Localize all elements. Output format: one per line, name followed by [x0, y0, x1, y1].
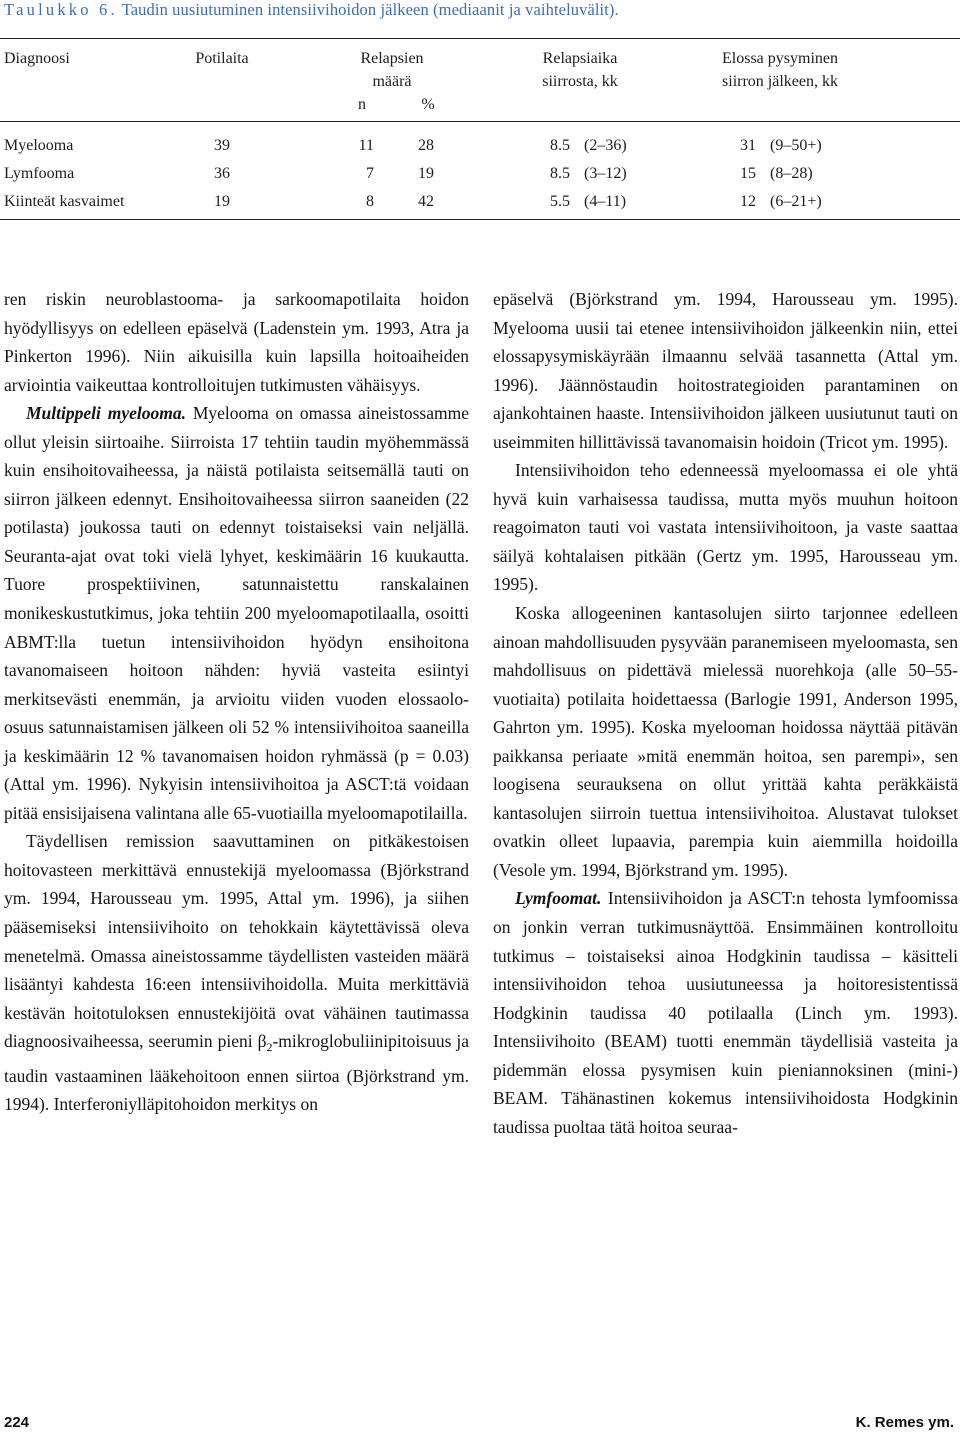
table-caption-label: Taulukko 6. [4, 0, 118, 19]
table-caption-text: Taudin uusiutuminen intensiivihoidon jälkeen (mediaanit ja vaihteluvälit). [121, 0, 619, 19]
paragraph: epäselvä (Björkstrand ym. 1994, Harousseau ym. 1995). Myelooma uusii tai etenee intensiivihoidon jälkeenkin niin, ettei elossapysymiskäyrään ilmaannu selvää tasannetta (Attal ym. 1996). Jäännöstaudin hoitostrategioiden parantaminen on ajankohtainen haaste. Intensiivihoidon jälkeen uusiutunut tauti on useimmiten hillittävissä tavanomaisin hoidoin (Tricot ym. 1995). [493, 289, 958, 452]
cell-survival-range: (9–50+) [770, 137, 822, 154]
cell-patients: 19 [214, 193, 230, 210]
left-text-column [4, 285, 469, 1119]
cell-pct: 42 [418, 193, 434, 210]
section-heading-lymphoma: Lymfoomat. [515, 888, 602, 909]
header-pct: % [421, 96, 435, 113]
table-caption [4, 0, 954, 20]
cell-n: 8 [366, 193, 374, 210]
cell-diagnosis: Lymfooma [4, 165, 75, 182]
header-relapse-time-line2: siirrosta, kk [542, 73, 618, 90]
table-top-rule [0, 38, 960, 39]
cell-pct: 19 [418, 165, 434, 182]
cell-relapse-time: 5.5 [550, 193, 570, 210]
cell-survival: 15 [740, 165, 756, 182]
header-relapses-line1: Relapsien [360, 50, 424, 67]
cell-patients: 36 [214, 165, 230, 182]
cell-relapse-range: (2–36) [584, 137, 627, 154]
cell-survival-range: (8–28) [770, 165, 813, 182]
paragraph-text: Intensiivihoidon ja ASCT:n tehosta lymfoomissa on jonkin verran tutkimusnäyttöä. Ensimmäinen kontrolloitu tutkimus – toistaiseksi ainoa Hodgkinin taudissa – käsitteli intensiivihoidon tehoa uusiutuneessa ja hoitoresistentissä Hodgkinin taudissa 40 potilaalla (Linch ym. 1993). Intensiivihoito (BEAM) tuotti enemmän täydellisiä vasteita ja pidemmän elossa pysymisen kuin pieniannoksinen (mini-) BEAM. Tähänastinen kokemus intensiivihoidosta Hodgkinin taudissa puoltaa tätä hoitoa seuraa- [493, 888, 958, 1137]
header-survival-line1: Elossa pysyminen [722, 50, 838, 67]
paragraph: ren riskin neuroblastooma- ja sarkoomapotilaita hoidon hyödyllisyys on edelleen epäselvä (Ladenstein ym. 1993, Atra ja Pinkerton 1996). Niin aikuisilla kuin lapsilla hoitoaiheiden arviointia vaikeuttaa kontrolloitujen tutkimusten vähäisyys. [4, 289, 469, 395]
header-relapses-line2: määrä [372, 73, 412, 90]
cell-diagnosis: Kiinteät kasvaimet [4, 193, 125, 210]
page-number: 224 [4, 1414, 30, 1431]
cell-n: 11 [358, 137, 374, 154]
running-author: K. Remes ym. [855, 1414, 954, 1431]
paragraph-text: -mikroglobuliinipitoisuus ja taudin vastaaminen lääkehoitoon ennen siirtoa (Björkstrand ym. 1994). Interferoniylläpitohoidon merkitys on [4, 1031, 469, 1115]
cell-pct: 28 [418, 137, 434, 154]
cell-relapse-range: (4–11) [584, 193, 627, 210]
header-n: n [358, 96, 366, 113]
cell-survival-range: (6–21+) [770, 193, 822, 210]
header-relapse-time-line1: Relapsiaika [542, 50, 618, 67]
cell-relapse-time: 8.5 [550, 165, 570, 182]
paragraph-text: Täydellisen remission saavuttaminen on pitkäkestoisen hoitovasteen merkittävä ennustekijä myeloomassa (Björkstrand ym. 1994, Harousseau ym. 1995, Attal ym. 1996), ja siihen pääsemiseksi intensiivihoito on tehokkain käytettävissä oleva menetelmä. Omassa aineistossamme täydellisten vasteiden määrä lisääntyi kahdesta 16:een intensiivihoidolla. Muita merkittäviä kestävän hoitotuloksen ennustekijöitä ovat vähäinen tautimassa diagnoosivaiheessa, seerumin pieni β [4, 831, 469, 1052]
cell-diagnosis: Myelooma [4, 137, 74, 154]
paragraph-text: Myelooma on omassa aineistossamme ollut yleisin siirtoaihe. Siirroista 17 tehtiin taudin myöhemmässä kuin ensihoitovaiheessa, ja näistä potilaista seitsemällä tauti on siirron jälkeen edennyt. Ensihoitovaiheessa siirron saaneiden (22 potilasta) joukossa tauti on edennyt toistaiseksi vain neljällä. Seuranta-ajat ovat toki vielä lyhyet, keskimäärin 16 kuukautta. Tuore prospektiivinen, satunnaistettu ranskalainen monikeskustutkimus, joka tehtiin 200 myeloomapotilaalla, osoitti ABMT:lla tuetun intensiivihoidon hyödyn ensihoitona tavanomaiseen hoitoon nähden: hyviä vasteita esiintyi merkitsevästi enemmän, ja arvioitu viiden vuoden elossaolo-osuus satunnaistamisen jälkeen oli 52 % intensiivihoitoa saaneilla ja keskimäärin 12 % tavanomaisen hoidon ryhmässä (p = 0.03) (Attal ym. 1996). Nykyisin intensiivihoitoa ja ASCT:tä voidaan pitää ensisijaisena valintana alle 65-vuotiailla myeloomapotilailla. [4, 403, 469, 823]
paragraph: Koska allogeeninen kantasolujen siirto tarjonnee edelleen ainoan mahdollisuuden pysyvään paranemiseen myeloomasta, sen mahdollisuus on pidettävä mielessä nuorehkoja (alle 50–55-vuotiaita) potilaita hoidettaessa (Barlogie 1991, Anderson 1995, Gahrton ym. 1995). Koska myelooman hoidossa näyttää pitävän paikkansa periaate »mitä enemmän hoitoa, sen parempi», sen loogisena seurauksena on ollut yrittää kahta peräkkäistä kantasolujen siirroin tuettua intensiivihoitoa. Alustavat tulokset ovatkin olleet lupaavia, parempia kuin aiemmilla hoidoilla (Vesole ym. 1994, Björkstrand ym. 1995). [493, 603, 958, 880]
paragraph: Intensiivihoidon teho edenneessä myeloomassa ei ole yhtä hyvä kuin varhaisessa taudissa, mutta myös muuhun hoitoon reagoimaton tauti voi vastata intensiivihoitoon, ja vaste saattaa säilyä kohtalaisen pitkään (Gertz ym. 1995, Harousseau ym. 1995). [493, 460, 958, 595]
cell-n: 7 [366, 165, 374, 182]
subscript: 2 [266, 1040, 273, 1055]
paragraph-lymphoma [493, 884, 958, 1141]
section-heading-myeloma: Multippeli myelooma. [26, 403, 186, 424]
right-text-column [493, 285, 958, 1141]
cell-patients: 39 [214, 137, 230, 154]
paragraph-myeloma [4, 399, 469, 827]
cell-survival: 31 [740, 137, 756, 154]
cell-relapse-time: 8.5 [550, 137, 570, 154]
header-survival-line2: siirron jälkeen, kk [722, 73, 838, 90]
header-diagnosis: Diagnoosi [4, 50, 70, 67]
table-header-rule [0, 121, 960, 122]
cell-survival: 12 [740, 193, 756, 210]
paragraph [4, 827, 469, 1118]
header-patients: Potilaita [195, 50, 249, 67]
cell-relapse-range: (3–12) [584, 165, 627, 182]
table-bottom-rule [0, 219, 960, 220]
